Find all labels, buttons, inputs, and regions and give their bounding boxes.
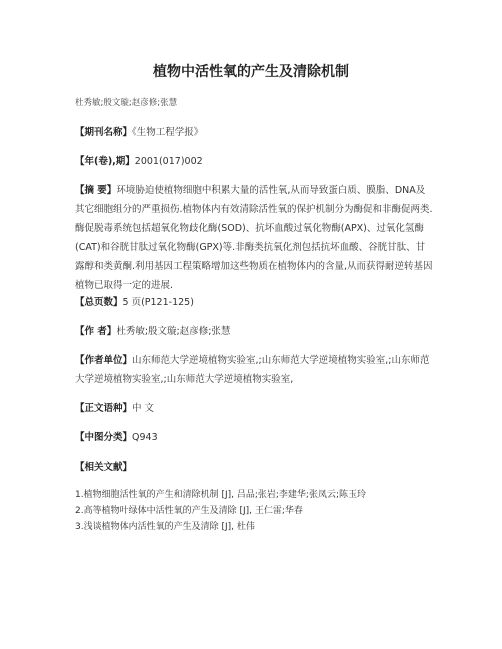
- year-issue-field: [75, 152, 433, 171]
- author-list: 杜秀敏;殷文璇;赵彦修;张慧: [75, 98, 178, 108]
- journal-label: 【期刊名称】: [75, 127, 133, 138]
- language-label: 【正文语种】: [75, 403, 133, 414]
- reference-item[interactable]: 2.高等植物叶绿体中活性氧的产生及清除 [J], 王仁雷;华春: [75, 506, 303, 516]
- references-list: [75, 487, 455, 535]
- references-heading: [75, 458, 433, 477]
- affiliation-label: 【作者单位】: [75, 355, 133, 366]
- journal-field: [75, 123, 433, 142]
- pages-value: 5 页(P121-125): [122, 297, 194, 308]
- affiliation-value: 山东师范大学逆境植物实验室,;山东师范大学逆境植物实验室,;山东师范大学逆境植物实验室,;山东师范大学逆境植物实验室,: [75, 355, 430, 385]
- journal-value: 《生物工程学报》: [132, 127, 204, 138]
- reference-item[interactable]: 1.植物细胞活性氧的产生和清除机制 [J], 吕品;张岩;李建华;张凤云;陈玉玲: [75, 490, 366, 500]
- abstract-label: 【摘 要】: [75, 185, 117, 196]
- classification-label: 【中图分类】: [75, 432, 133, 443]
- year-issue-value: 2001(017)002: [134, 156, 203, 167]
- document-title: 植物中活性氧的产生及清除机制: [153, 64, 349, 80]
- reference-item[interactable]: 3.浅谈植物体内活性氧的产生及清除 [J], 杜伟: [75, 522, 255, 532]
- abstract-field: [75, 181, 433, 295]
- abstract-text: 环境胁迫使植物细胞中积累大量的活性氧,从而导致蛋白质、膜脂、DNA及其它细胞组分的严重损伤.植物体内有效清除活性氧的保护机制分为酶促和非酶促两类.酶促脱毒系统包括超氧化物歧化酶(SOD)、抗坏血酸过氧化物酶(APX)、过氧化氢酶(CAT)和谷胱甘肽过氧化物酶(GPX)等.非酶类抗氧化剂包括抗坏血酸、谷胱甘肽、甘露醇和类黄酮.利用基因工程策略增加这些物质在植物体内的含量,从而获得耐逆转基因植物已取得一定的进展.: [75, 185, 433, 291]
- language-value: 中 文: [132, 403, 155, 414]
- pages-field: [75, 293, 433, 312]
- authors-field: [75, 322, 433, 341]
- authors-label: 【作 者】: [75, 326, 117, 337]
- classification-field: [75, 428, 433, 447]
- language-field: [75, 399, 433, 418]
- classification-value: Q943: [132, 432, 158, 443]
- year-issue-label: 【年(卷),期】: [75, 156, 135, 167]
- authors-value: 杜秀敏;殷文璇;赵彦修;张慧: [116, 326, 231, 337]
- references-label: 【相关文献】: [75, 462, 133, 473]
- affiliation-field: [75, 351, 433, 389]
- pages-label: 【总页数】: [75, 297, 123, 308]
